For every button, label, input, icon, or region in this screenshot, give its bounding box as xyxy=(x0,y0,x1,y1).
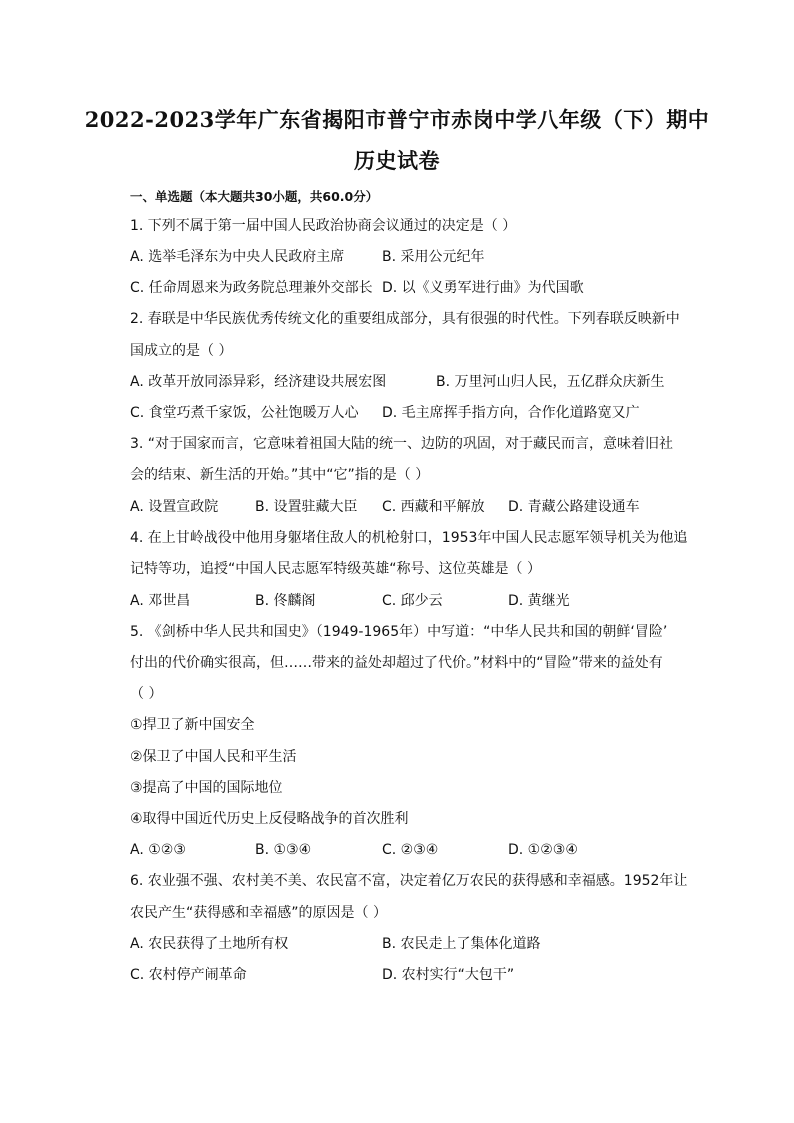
question-2-text-line1: 2. 春联是中华民族优秀传统文化的重要组成部分，具有很强的时代性。下列春联反映新中 xyxy=(130,311,680,327)
question-6-option-d: D. 农村实行“大包干” xyxy=(382,967,515,983)
question-3-option-d: D. 青藏公路建设通车 xyxy=(508,499,640,515)
question-5-statement-3: ③提高了中国的国际地位 xyxy=(130,780,283,796)
question-4-option-c: C. 邱少云 xyxy=(382,593,443,609)
question-5-option-b: B. ①③④ xyxy=(255,842,312,858)
question-1-text: 1. 下列不属于第一届中国人民政治协商会议通过的决定是（ ） xyxy=(130,218,517,234)
question-6-option-c: C. 农村停产闹革命 xyxy=(130,967,247,983)
question-5-text-line2: 付出的代价确实很高，但……带来的益处却超过了代价。”材料中的“冒险”带来的益处有 xyxy=(130,655,663,671)
question-1-option-c: C. 任命周恩来为政务院总理兼外交部长 xyxy=(130,280,373,296)
question-3-option-c: C. 西藏和平解放 xyxy=(382,499,485,515)
question-2-option-a: A. 改革开放同添异彩，经济建设共展宏图 xyxy=(130,374,387,390)
question-2-option-b: B. 万里河山归人民，五亿群众庆新生 xyxy=(436,374,665,390)
question-5-statement-2: ②保卫了中国人民和平生活 xyxy=(130,749,297,765)
question-5-text-line3: （ ） xyxy=(130,686,163,702)
question-5-statement-1: ①捍卫了新中国安全 xyxy=(130,717,255,733)
question-5-option-c: C. ②③④ xyxy=(382,842,439,858)
question-3-text-line2: 会的结束、新生活的开始。”其中“它”指的是（ ） xyxy=(130,467,430,483)
question-5-statement-4: ④取得中国近代历史上反侵略战争的首次胜利 xyxy=(130,811,409,827)
question-4-option-a: A. 邓世昌 xyxy=(130,593,191,609)
question-2-text-line2: 国成立的是（ ） xyxy=(130,343,233,359)
question-6-option-a: A. 农民获得了土地所有权 xyxy=(130,936,289,952)
question-1-option-b: B. 采用公元纪年 xyxy=(382,249,485,265)
question-6-text-line2: 农民产生“获得感和幸福感”的原因是（ ） xyxy=(130,905,387,921)
question-1-option-a: A. 选举毛泽东为中央人民政府主席 xyxy=(130,249,345,265)
document-title-line1: 2022-2023学年广东省揭阳市普宁市赤岗中学八年级（下）期中 xyxy=(84,107,710,132)
section-header: 一、单选题（本大题共30小题，共60.0分） xyxy=(130,189,379,204)
question-3-option-b: B. 设置驻藏大臣 xyxy=(255,499,358,515)
document-title-line2: 历史试卷 xyxy=(354,148,440,173)
question-4-text-line1: 4. 在上甘岭战役中他用身躯堵住敌人的机枪射口，1953年中国人民志愿军领导机关为他追 xyxy=(130,530,688,546)
question-6-option-b: B. 农民走上了集体化道路 xyxy=(382,936,541,952)
question-3-text-line1: 3. “对于国家而言，它意味着祖国大陆的统一、边防的巩固，对于藏民而言，意味着旧社 xyxy=(130,436,674,452)
question-1-option-d: D. 以《义勇军进行曲》为代国歌 xyxy=(382,280,584,296)
question-4-option-d: D. 黄继光 xyxy=(508,593,570,609)
question-2-option-d: D. 毛主席挥手指方向，合作化道路宽又广 xyxy=(382,405,640,421)
question-5-option-d: D. ①②③④ xyxy=(508,842,578,858)
question-5-text-line1: 5. 《剑桥中华人民共和国史》（1949-1965年）中写道：“中华人民共和国的朝鲜‘冒险’ xyxy=(130,624,668,640)
question-5-option-a: A. ①②③ xyxy=(130,842,186,858)
question-4-text-line2: 记特等功，追授“中国人民志愿军特级英雄“称号、这位英雄是（ ） xyxy=(130,561,541,577)
question-2-option-c: C. 食堂巧煮千家饭，公社饱暖万人心 xyxy=(130,405,359,421)
question-4-option-b: B. 佟麟阁 xyxy=(255,593,316,609)
question-3-option-a: A. 设置宣政院 xyxy=(130,499,219,515)
question-6-text-line1: 6. 农业强不强、农村美不美、农民富不富，决定着亿万农民的获得感和幸福感。1952年让 xyxy=(130,873,688,889)
